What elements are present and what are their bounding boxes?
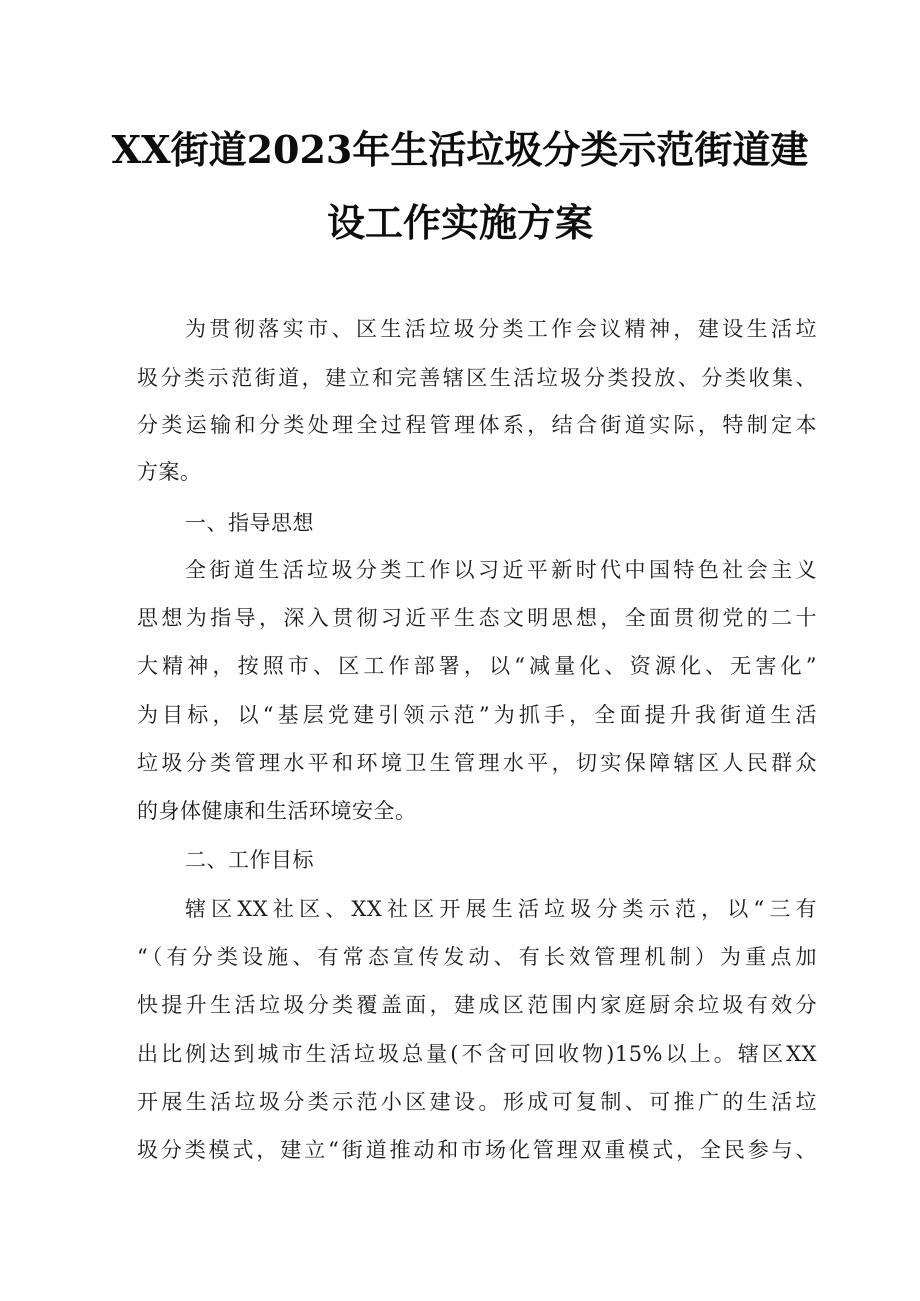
paragraph-line: 思想为指导，深入贯彻习近平生态文明思想，全面贯彻党的二十 bbox=[137, 606, 817, 630]
paragraph-line: 开展生活垃圾分类示范小区建设。形成可复制、可推广的生活垃 bbox=[137, 1090, 817, 1114]
section-heading: 二、工作目标 bbox=[185, 848, 314, 872]
paragraph-line: 圾分类模式，建立“街道推动和市场化管理双重模式，全民参与、 bbox=[137, 1138, 817, 1162]
paragraph-line: 垃圾分类管理水平和环境卫生管理水平，切实保障辖区人民群众 bbox=[137, 751, 817, 775]
paragraph-line: 辖区XX社区、XX社区开展生活垃圾分类示范，以“三有 bbox=[185, 897, 817, 921]
section-heading: 一、指导思想 bbox=[185, 511, 314, 535]
paragraph-line: 出比例达到城市生活垃圾总量(不含可回收物)15%以上。辖区XX bbox=[137, 1042, 817, 1066]
paragraph-line: 的身体健康和生活环境安全。 bbox=[137, 799, 417, 823]
paragraph-line: 圾分类示范街道，建立和完善辖区生活垃圾分类投放、分类收集、 bbox=[137, 366, 817, 390]
paragraph-line: 快提升生活垃圾分类覆盖面，建成区范围内家庭厨余垃圾有效分 bbox=[137, 993, 817, 1017]
paragraph-line: “（有分类设施、有常态宣传发动、有长效管理机制）为重点加 bbox=[137, 945, 817, 969]
document-title-line-2: 设工作实施方案 bbox=[326, 200, 593, 245]
paragraph-line: 为目标，以“基层党建引领示范”为抓手，全面提升我街道生活 bbox=[137, 703, 817, 727]
paragraph-line: 大精神，按照市、区工作部署，以“减量化、资源化、无害化” bbox=[137, 654, 817, 678]
paragraph-line: 为贯彻落实市、区生活垃圾分类工作会议精神，建设生活垃 bbox=[185, 317, 817, 341]
paragraph-line: 方案。 bbox=[137, 460, 202, 484]
paragraph-line: 分类运输和分类处理全过程管理体系，结合街道实际，特制定本 bbox=[137, 413, 817, 437]
paragraph-line: 全街道生活垃圾分类工作以习近平新时代中国特色社会主义 bbox=[185, 558, 817, 582]
document-title-line-1: XX街道2023年生活垃圾分类示范街道建 bbox=[111, 127, 809, 172]
